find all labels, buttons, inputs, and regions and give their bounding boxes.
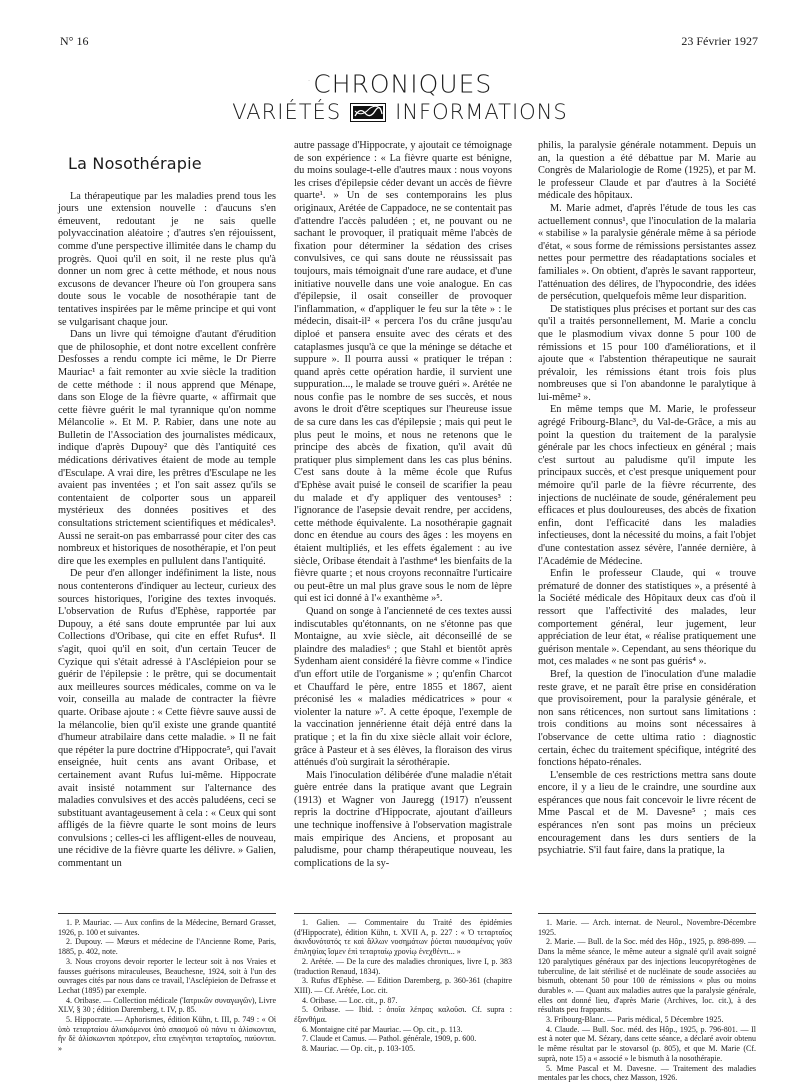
issue-number: N° 16 (60, 34, 89, 48)
footnote: 5. Hippocrate. — Aphorismes, édition Kühn, t. III, p. 749 : « Οἱ ὑπὸ τεταρταίου ἀλισκόμενοι ὑπὸ σπασμοῦ οὐ πάνυ τι ἁλίσκονται, ἢν δὲ ἁλίσκωνται πρότερον, εἶτα επιγένηται τεταρταῖος, παύονται. » (58, 1015, 276, 1054)
masthead-line-1 (0, 66, 800, 99)
paragraph: Enfin le professeur Claude, qui « trouve prématuré de donner des statistiques », a présenté à la Société médicale des Hôpitaux deux cas d'où il ressort que l'affectivité des malades, leur comportement général, leur jugement, leur appréciation de leur état, « réalise pratiquement une guérison mentale ». Cependant, au sens théorique du mot, ces malades « ne sont pas guéris⁴ ». (538, 568, 756, 668)
footnote: 1. Marie. — Arch. internat. de Neurol., Novembre-Décembre 1925. (538, 918, 756, 937)
running-header (60, 34, 758, 49)
masthead-emblem-icon (350, 103, 386, 122)
paragraph: philis, la paralysie générale notamment. Depuis un an, la question a été débattue par M. Marie au Congrès de Malariologie de Rome (1925), et par M. le professeur Claude et par d'autres à la Société médicale des hôpitaux. (538, 140, 756, 202)
column-1 (58, 154, 276, 871)
masthead-chroniques: CHRONIQUES (313, 69, 493, 99)
masthead-informations: INFORMATIONS (395, 100, 568, 125)
footnotes-column-1 (58, 918, 276, 1054)
footnote: 2. Arétée. — De la cure des maladies chroniques, livre I, p. 383 (traduction Renaud, 1834). (294, 956, 512, 976)
footnote: 2. Dupouy. — Mœurs et médecine de l'Ancienne Rome, Paris, 1885, p. 402, note. (58, 937, 276, 957)
column-3 (538, 140, 756, 858)
footnote: 5. Oribase. — Ibid. : ὁποῖα λέπρας καλοῦσι. Cf. supra : ἐξανθήμα. (294, 1005, 512, 1025)
footnote: 3. Nous croyons devoir reporter le lecteur soit à nos Vraies et fausses guérisons miraculeuses, Beauchesne, 1924, soit à l'un des ouvrages cités par nous dans ce travail, l'Asclépieion de Defrasse et Lechat (1895) par exemple. (58, 956, 276, 995)
paragraph: Mais l'inoculation délibérée d'une maladie n'était guère entrée dans la pratique avant que Legrain (1913) et Wagner von Jauregg (1917) n'eussent repris la doctrine d'Hippocrate, ajoutant d'ailleurs une technique inoffensive à l'observation magistrale mais empirique des Anciens, et proposant au paludisme, pour champ thérapeutique nouveau, les complications de la sy- (294, 769, 512, 869)
paragraph: De peur d'en allonger indéfiniment la liste, nous nous contenterons d'indiquer au lecteur, curieux des sources historiques, l'origine des textes invoqués. L'observation de Rufus d'Ephèse, rapportée par Dupouy, a été sans doute empruntée par lui aux Collections d'Oribase, qui cite en effet Rufus⁴. Il s'agit, quoi qu'il en soit, d'un certain Teucer de Cyzique qui s'était adressé à l'Asclépieion pour se guérir de l'épilepsie : le prêtre, qui se documentait aux meilleures sources médicales, comme on va le voir, conseilla au malade de contracter la fièvre quarte. Oribase ajoute : « Cette fièvre sauve aussi de la mélancolie, bien qu'il existe une grande quantité d'humeur atrabilaire dans cette maladie. » Il ne fait que répéter la pure doctrine d'Hippocrate⁵, qui l'avait enseignée, huit cents ans avant Oribase, et certainement avant Rufus lui-même. Hippocrate avait insisté notamment sur l'alternance des maladies convulsives et des accès paludéens, ceci se substituant avantageusement à cela : « Ceux qui sont affligés de la fièvre quarte le sont moins de leurs convulsions ; celles-ci les affligent-elles de nouveau, une récidive de la fièvre quarte les délivre. » Galien, commentant un (58, 568, 276, 870)
paragraph: autre passage d'Hippocrate, y ajoutait ce témoignage de son expérience : « La fièvre quarte est bénigne, du moins soulage-t-elle d'autres maux : nous voyons les crises d'épilepsie céder devant un accès de fièvre quarte¹. » Un de ses contemporains les plus originaux, Arétée de Cappadoce, ne se contentait pas d'attendre l'accès paludéen ; et, ne pouvant ou ne sachant le provoquer, il pratiquait même l'abcès de fixation pour déterminer la sédation des crises convulsives, ce qui sans doute ne réussissait pas toujours, mais témoignait d'une rare audace, et d'une initiative nouvelle dans une voie analogue. En cas d'épilepsie, il osait conseiller de provoquer l'inflammation, « d'appliquer le feu sur la tête » : le médecin, disait-il² « percera l'os du crâne jusqu'au diploé et pansera ensuite avec des cérats et des cataplasmes jusqu'à ce que la méninge se détache et suppure ». Il pourra aussi « pratiquer le trépan : quand après cette opération hardie, il survient une suppuration..., le malade se trouve guéri ». Arétée ne nous confie pas le nombre de ses succès, et nous avons le droit d'être sceptiques sur l'heureuse issue de sa cure dans les cas d'épilepsie ; mais qui peut le plus peut le moins, et nous ne retenons que le principe des abcès de fixation, qu'il avait dû pratiquer plus simplement dans les cas plus bénins. C'est sans doute à la même école que Rufus d'Ephèse avait puisé le conseil de scarifier la peau du malade et d'y appliquer des ventouses³ : l'ignorance de l'asepsie devait rendre, per accidens, cette méthode équivalente. La nosothérapie gagnait donc en étendue au cours des âges : les moyens en étaient multipliés, et les effets également : au ive siècle, Oribase étendait à l'asthme⁴ les bienfaits de la fièvre quarte ; et nous croyons reconnaître l'urticaire ou peut-être un mal plus grave sous le nom de lèpre qui est ici donné à l'« exanthème »⁵. (294, 140, 512, 605)
footnote-rule (538, 913, 756, 914)
footnote: 1. P. Mauriac. — Aux confins de la Médecine, Bernard Grasset, 1926, p. 100 et suivantes. (58, 918, 276, 937)
footnote: 2. Marie. — Bull. de la Soc. méd des Hôp., 1925, p. 898-899. — Dans la même séance, le même auteur a signalé qu'il avait soigné 120 paralytiques généraux par des injections leucopyrétogènes de tuberculine, de lait stérilisé et de nucléinate de soude associées au bismuth, obtenant 50 pour 100 de rémissions « plus ou moins durables ». — Quant aux maladies autres que la paralysie générale, elles ont donné lieu, d'après Marie (Archives, loc. cit.), à des résultats peu frappants. (538, 937, 756, 1015)
column-2 (294, 140, 512, 870)
footnote: 3. Rufus d'Ephèse. — Edition Daremberg, p. 360-361 (chapitre XIII). — Cf. Arétée, Loc. cit. (294, 976, 512, 995)
footnote: 8. Mauriac. — Op. cit., p. 103-105. (302, 1044, 416, 1054)
paragraph: M. Marie admet, d'après l'étude de tous les cas actuellement connus¹, que l'inoculation de la malaria « stabilise » la paralysie générale même à sa période d'état, « sous forme de rémissions persistantes assez nettes pour permettre des réadaptations sociales et familiales ». On obtient, d'après le savant rapporteur, l'atténuation des délires, de l'hypocondrie, des idées de persécution, quelquefois même leur disparition. (538, 202, 756, 303)
footnote-rule (294, 913, 512, 914)
issue-date: 23 Février 1927 (681, 34, 758, 48)
paragraph: En même temps que M. Marie, le professeur agrégé Fribourg-Blanc³, du Val-de-Grâce, a mis au point la question du traitement de la paralysie générale par les chocs infectieux en général ; mais c'est surtout au paludisme qu'il impute les principaux succès, et c'est presque uniquement pour mémoire qu'il parle de la fièvre récurrente, des injections de nucléinate de soude, généralement peu efficaces et plus douloureuses, des abcès de fixation enfin, dont l'efficacité dans les maladies infectieuses, dont la nécessité du moins, a fait l'objet d'une contestation assez sévère, l'année dernière, à l'Académie de Médecine. (538, 404, 756, 567)
masthead-line-2 (0, 99, 800, 125)
paragraph: Bref, la question de l'inoculation d'une maladie reste grave, et ne paraît être prise en considération que provisoirement, pour la paralysie générale, et non sans réticences, non surtout sans limitations : trois conditions au moins sont nécessaires à l'observance de cette ultima ratio : diagnostic certain, échec du traitement spécifique, intégrité des fonctions hépato-rénales. (538, 668, 756, 769)
footnote: 4. Oribase. — Loc. cit., p. 87. (302, 995, 398, 1005)
footnote: 5. Mme Pascal et M. Davesne. — Traitement des maladies mentales par les chocs, chez Masson, 1926. (538, 1063, 756, 1083)
footnote-rule (58, 913, 276, 914)
article-title: La Nosothérapie (68, 154, 202, 173)
paragraph: De statistiques plus précises et portant sur des cas qu'il a traités personnellement, M. Marie a conclu que le plasmodium vivax donne 5 pour 100 de rémissions et 15 pour 100 d'améliorations, et il ajoute que « l'abstention thérapeutique ne saurait prévaloir, les rémissions étant trois fois plus nombreuses que si l'on abandonne le paralytique à lui-même² ». (538, 303, 756, 403)
footnotes-column-3 (538, 918, 756, 1083)
footnotes-column-2 (294, 918, 512, 1054)
footnote: 3. Fribourg-Blanc. — Paris médical, 5 Décembre 1925. (546, 1015, 724, 1025)
footnote: 4. Claude. — Bull. Soc. méd. des Hôp., 1925, p. 796-801. — Il est à noter que M. Sézary, dans cette séance, a déclaré avoir obtenu le même résultat par le stovarsol (p. 805), et que M. Marie (Cf. suprà, note 15) a « associé » le bismuth à la nosothérapie. (538, 1024, 756, 1063)
masthead (0, 66, 800, 125)
footnote: 4. Oribase. — Collection médicale (Ἰατρικῶν συναγωγῶν), Livre XLV, § 30 ; édition Daremberg, t. IV, p. 85. (58, 995, 276, 1015)
footnote: 7. Claude et Camus. — Pathol. générale, 1909, p. 600. (302, 1034, 477, 1044)
footnote: 6. Montaigne cité par Mauriac. — Op. cit., p. 113. (302, 1024, 463, 1034)
paragraph: Dans un livre qui témoigne d'autant d'érudition que de philosophie, et dont notre excellent confrère Desfosses a rendu compte ici même, le Dr Pierre Mauriac¹ a fait remonter au xvie siècle la tradition de cette méthode : il nous apprend que Ménape, dans son Eloge de la fièvre quarte, « affirmait que cette fièvre guérit le mal tyrannique qu'on nomme Mélancolie ». Et M. P. Rabier, dans une note au Bulletin de l'Association des journalistes médicaux, indique d'après Dupouy² que dès l'antiquité ces médications dérivatives étaient de mode au temple d'Esculape. A vrai dire, les prêtres d'Esculape ne les avaient pas inventées ; et l'on sait assez qu'ils se contentaient de colporter sous un appareil mystérieux des données positives et des consultations strictement scientifiques et médicales³. Aussi ne serait-on pas embarrassé pour citer des cas nombreux et historiques de nosothérapie, et l'on peut dire que les exemples en pullulent dans l'antiquité. (58, 329, 276, 567)
paragraph: La thérapeutique par les maladies prend tous les jours une extension nouvelle : d'aucuns s'en émeuvent, redoutant je ne sais quelle polyvaccination aléatoire ; d'autres s'en réjouissent, comme d'une perspective illimitée dans le champ du progrès. Quoi qu'il en soit, il ne reste plus qu'à donner un nom grec à cette méthode, et nous nous excusons de devancer l'heure où l'on groupera sans doute sous le vocable de nosothérapie tant de tentatives inspirées par le même principe et qui vont se vulgarisant chaque jour. (58, 190, 276, 328)
masthead-varietes: VARIÉTÉS (232, 100, 342, 125)
masthead-ornament-icon: · (307, 76, 312, 85)
paragraph: Quand on songe à l'ancienneté de ces textes aussi indiscutables qu'étonnants, on ne s'étonne pas que Montaigne, au xvie siècle, ait déconseillé de se plaindre des maladies⁶ ; que Stahl et bientôt après Sydenham aient considéré la fièvre comme « l'indice d'un effort utile de l'organisme » ; qu'enfin Charcot et Chauffard le père, entre 1855 et 1867, aient préconisé les « maladies médicatrices » pour « violenter la nature »⁷. A cette époque, l'exemple de la vaccination jennérienne était déjà entré dans la pratique ; et la fin du xixe siècle allait voir éclore, grâce à Pasteur et à ses élèves, la floraison des virus atténués d'où surgirait la sérothérapie. (294, 605, 512, 769)
paragraph: L'ensemble de ces restrictions mettra sans doute encore, il y a lieu de le craindre, une sourdine aux espérances que nous fait concevoir le livre récent de Mme Pascal et de M. Davesne⁵ ; mais ces espérances n'en sont pas moins un précieux encouragement dans les durs sentiers de la psychiatrie. S'il faut faire, dans la pratique, la (538, 769, 756, 857)
footnote: 1. Galien. — Commentaire du Traité des épidémies (d'Hippocrate), édition Kühn, t. XVII A, p. 227 : « Ὁ τεταρταῖος ἀκινδυνότατός τε καὶ ἄλλων νοσημάτων ῥύεται παυσαμένας γοῦν ἐπιληψίας ἴσμεν ἐπὶ τεταρταίῳ χρονίῳ ἐνεχθέντι... » (294, 918, 512, 957)
